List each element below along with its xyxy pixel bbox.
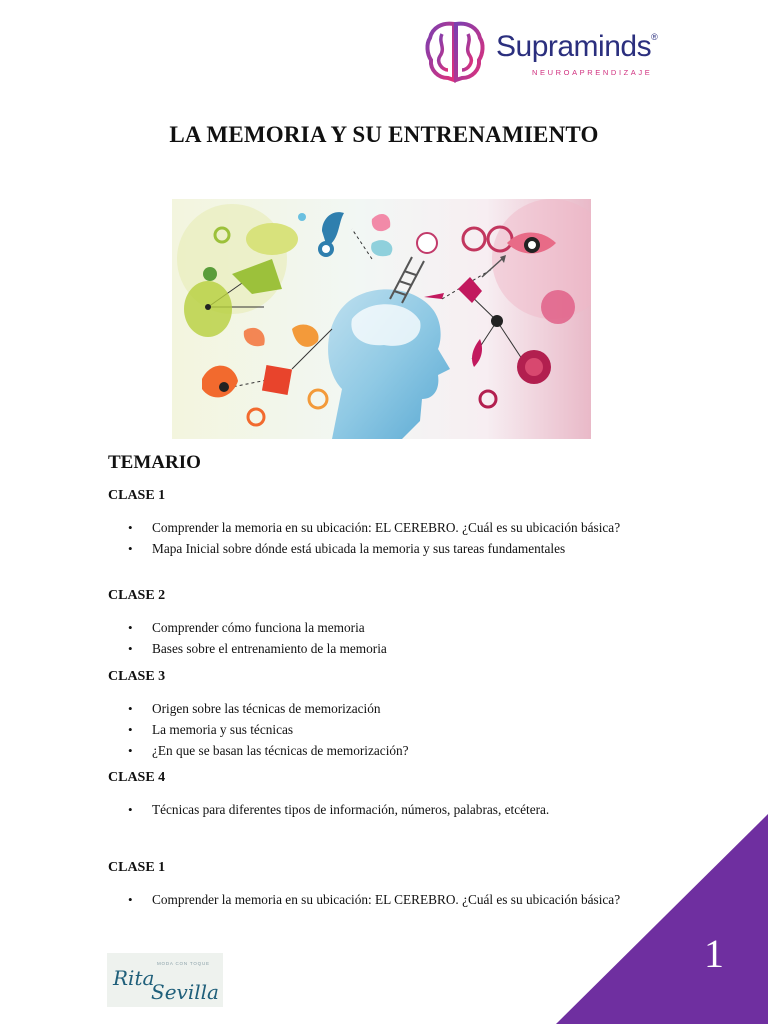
list-item: • Comprender la memoria en su ubicación: EL CEREBRO. ¿Cuál es su ubicación básica? [108, 890, 648, 909]
list-item: • Comprender cómo funciona la memoria [108, 618, 648, 637]
signature-logo [107, 953, 223, 1007]
section-heading: TEMARIO [108, 452, 201, 473]
signature-icon [107, 953, 223, 1007]
class-heading: CLASE 3 [108, 669, 166, 684]
list-item: • ¿En que se basan las técnicas de memorización? [108, 741, 648, 760]
svg-text:MODA CON TOQUE: MODA CON TOQUE [157, 961, 210, 966]
class-heading: CLASE 4 [108, 770, 166, 785]
logo-tagline: NEUROAPRENDIZAJE [532, 68, 653, 77]
document-title: LA MEMORIA Y SU ENTRENAMIENTO [169, 122, 599, 147]
list-item: • Origen sobre las técnicas de memorización [108, 699, 648, 718]
page-number: 1 [704, 931, 724, 976]
class-heading: CLASE 1 [108, 860, 166, 875]
list-item: • Comprender la memoria en su ubicación: EL CEREBRO. ¿Cuál es su ubicación básica? [108, 518, 648, 537]
list-item: • Bases sobre el entrenamiento de la memoria [108, 639, 648, 658]
svg-text:Rita: Rita [113, 966, 155, 990]
class-heading: CLASE 2 [108, 588, 166, 603]
list-item: • Técnicas para diferentes tipos de información, números, palabras, etcétera. [108, 800, 648, 819]
logo-wordmark: Supraminds® [496, 30, 658, 63]
list-item: • Mapa Inicial sobre dónde está ubicada la memoria y sus tareas fundamentales [108, 539, 648, 558]
list-item: • La memoria y sus técnicas [108, 720, 648, 739]
class-heading: CLASE 1 [108, 488, 166, 503]
svg-text:Sevilla: Sevilla [151, 980, 219, 1004]
